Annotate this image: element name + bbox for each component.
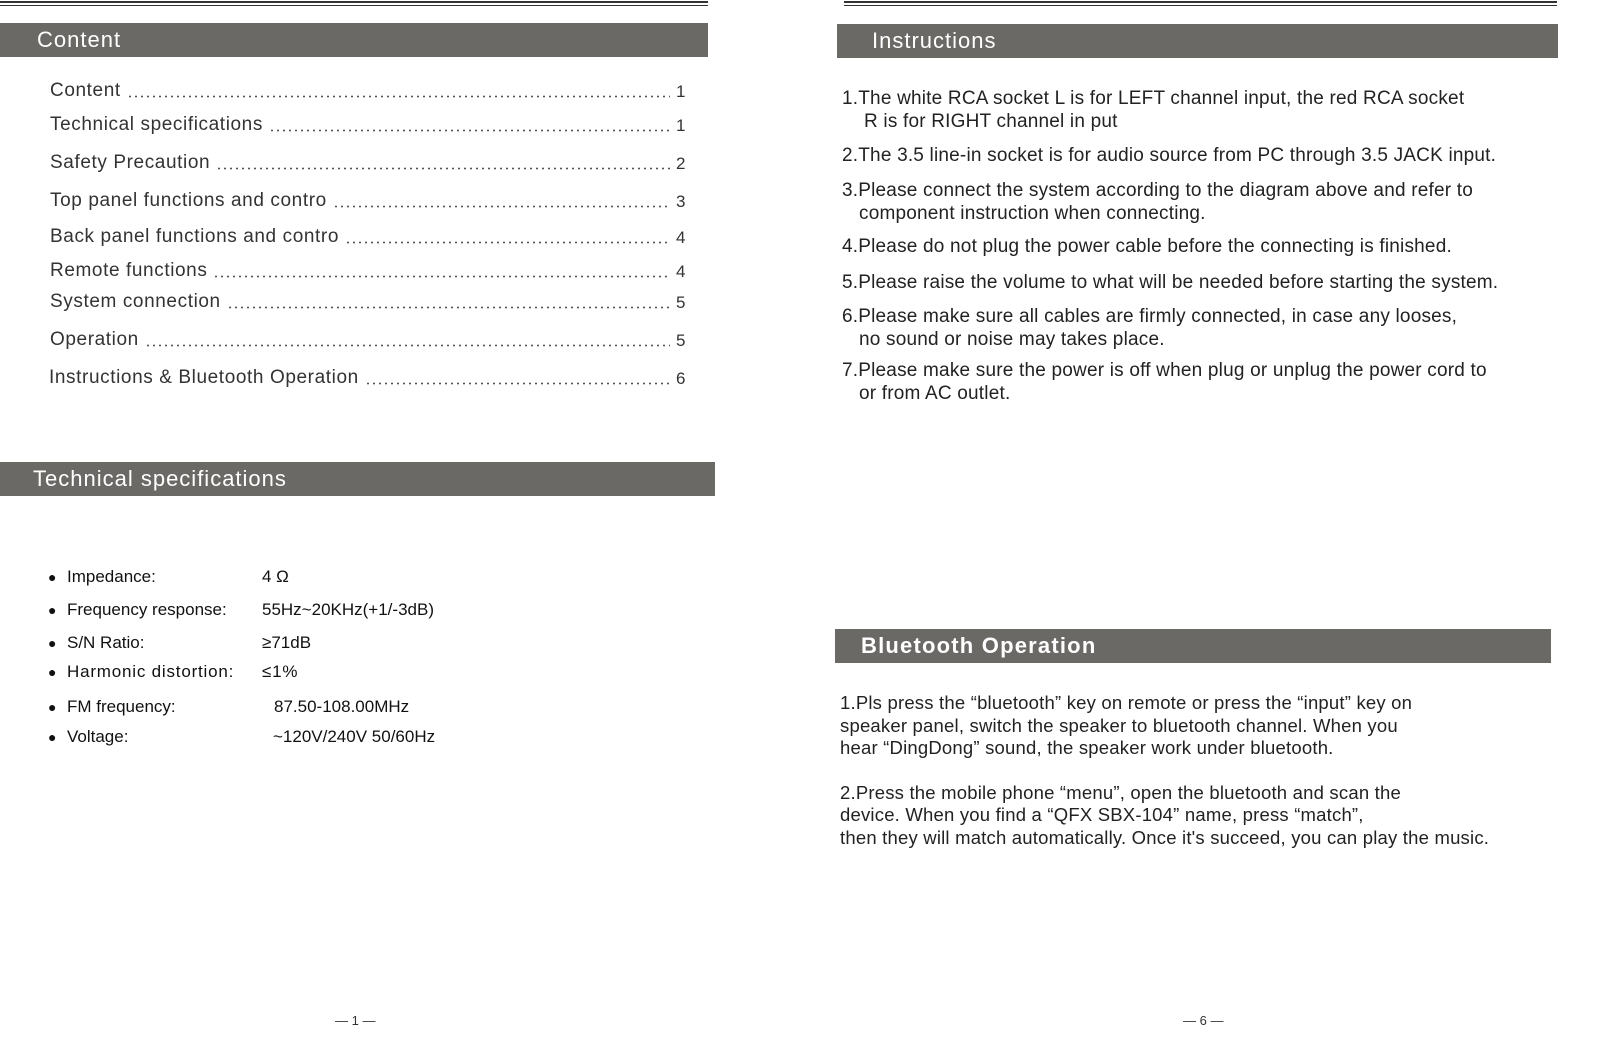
spec-row bbox=[48, 697, 409, 717]
toc-label: System connection bbox=[50, 291, 221, 312]
toc-label: Back panel functions and contro bbox=[50, 226, 339, 247]
toc-row[interactable] bbox=[50, 192, 690, 212]
spec-label: FM frequency: bbox=[67, 697, 176, 716]
bullet-icon: ● bbox=[48, 635, 57, 651]
toc-row[interactable] bbox=[50, 262, 690, 282]
toc-label: Remote functions bbox=[50, 260, 208, 281]
toc-row[interactable] bbox=[50, 228, 690, 248]
spec-label: S/N Ratio: bbox=[67, 633, 145, 652]
bluetooth-step bbox=[840, 782, 1580, 850]
left-page bbox=[0, 0, 760, 1061]
spec-row bbox=[48, 633, 311, 653]
spec-row bbox=[48, 567, 289, 587]
specs-heading: Technical specifications bbox=[0, 462, 715, 496]
toc-row[interactable] bbox=[50, 116, 690, 136]
spec-label: Impedance: bbox=[67, 567, 156, 586]
bullet-icon: ● bbox=[48, 699, 57, 715]
right-page bbox=[840, 0, 1621, 1061]
content-heading: Content bbox=[0, 23, 708, 57]
toc-leader-dots bbox=[213, 275, 670, 278]
page-number: — 6 — bbox=[1183, 1013, 1224, 1028]
spec-label: Voltage: bbox=[67, 727, 129, 746]
bluetooth-line: 2.Press the mobile phone “menu”, open the bluetooth and scan the bbox=[840, 781, 1401, 803]
instructions-heading: Instructions bbox=[837, 24, 1558, 58]
toc-page-number: 3 bbox=[676, 192, 686, 211]
toc-row[interactable] bbox=[49, 369, 690, 389]
toc-page-number: 6 bbox=[676, 369, 686, 388]
instruction-line: or from AC outlet. bbox=[859, 383, 1011, 404]
toc-label: Technical specifications bbox=[50, 114, 263, 135]
instruction-item bbox=[842, 305, 1582, 351]
toc-page-number: 1 bbox=[676, 82, 686, 101]
spec-value: 55Hz~20KHz(+1/-3dB) bbox=[262, 600, 434, 619]
bullet-icon: ● bbox=[48, 569, 57, 585]
toc-page-number: 4 bbox=[676, 262, 686, 281]
bluetooth-line: speaker panel, switch the speaker to bluetooth channel. When you bbox=[840, 714, 1398, 736]
spec-value: 87.50-108.00MHz bbox=[274, 697, 410, 716]
instruction-item bbox=[842, 179, 1582, 225]
top-rule-right bbox=[844, 0, 1557, 8]
toc-label: Content bbox=[50, 80, 121, 101]
toc-page-number: 5 bbox=[676, 331, 686, 350]
toc-page-number: 2 bbox=[676, 154, 686, 173]
toc-page-number: 1 bbox=[676, 116, 686, 135]
bluetooth-line: hear “DingDong” sound, the speaker work under bluetooth. bbox=[840, 737, 1334, 758]
toc-leader-dots bbox=[365, 382, 670, 385]
bullet-icon: ● bbox=[48, 664, 58, 680]
instruction-line: 6.Please make sure all cables are firmly connected, in case any looses, bbox=[842, 306, 1458, 327]
instruction-line: 1.The white RCA socket L is for LEFT channel input, the red RCA socket bbox=[842, 88, 1465, 109]
spec-value: ~120V/240V 50/60Hz bbox=[273, 727, 436, 746]
spec-label: Frequency response: bbox=[67, 600, 227, 619]
instruction-line: 7.Please make sure the power is off when plug or unplug the power cord to bbox=[842, 360, 1487, 381]
instruction-line: R is for RIGHT channel in put bbox=[864, 111, 1118, 132]
toc-page-number: 5 bbox=[676, 293, 686, 312]
toc-page-number: 4 bbox=[676, 228, 686, 247]
bluetooth-line: 1.Pls press the “bluetooth” key on remote or press the “input” key on bbox=[840, 692, 1413, 713]
toc-row[interactable] bbox=[50, 82, 690, 102]
instruction-line: no sound or noise may takes place. bbox=[859, 329, 1165, 350]
instruction-item bbox=[842, 359, 1582, 405]
instruction-line: 3.Please connect the system according to the diagram above and refer to bbox=[842, 180, 1474, 201]
bluetooth-step bbox=[840, 692, 1580, 760]
spec-row bbox=[48, 600, 434, 620]
instruction-item bbox=[842, 235, 1582, 258]
spec-value: 4 Ω bbox=[262, 567, 289, 586]
toc-label: Top panel functions and contro bbox=[50, 190, 327, 211]
bullet-icon: ● bbox=[48, 729, 57, 745]
spec-label: Harmonic distortion: bbox=[67, 662, 235, 681]
toc-leader-dots bbox=[345, 241, 670, 244]
toc-label: Operation bbox=[50, 329, 139, 350]
spec-row bbox=[48, 662, 298, 682]
instruction-line: 2.The 3.5 line-in socket is for audio source from PC through 3.5 JACK input. bbox=[842, 145, 1497, 166]
toc-row[interactable] bbox=[50, 331, 690, 351]
bullet-icon: ● bbox=[48, 602, 57, 618]
bluetooth-line: device. When you find a “QFX SBX-104” name, press “match”, bbox=[840, 804, 1364, 825]
instruction-line: component instruction when connecting. bbox=[859, 203, 1206, 224]
toc-leader-dots bbox=[269, 129, 670, 132]
instruction-line: 4.Please do not plug the power cable before the connecting is finished. bbox=[842, 236, 1452, 257]
toc-label: Safety Precaution bbox=[50, 152, 211, 173]
toc-leader-dots bbox=[216, 167, 670, 170]
spec-value: ≤1% bbox=[262, 662, 299, 681]
instruction-item bbox=[842, 271, 1582, 294]
toc-leader-dots bbox=[227, 306, 670, 309]
toc-leader-dots bbox=[145, 344, 670, 347]
toc-row[interactable] bbox=[50, 154, 690, 174]
instruction-line: 5.Please raise the volume to what will be needed before starting the system. bbox=[842, 272, 1499, 293]
toc-label: Instructions & Bluetooth Operation bbox=[49, 367, 359, 388]
instruction-item bbox=[842, 87, 1582, 133]
spec-value: ≥71dB bbox=[262, 633, 312, 652]
page-number: — 1 — bbox=[335, 1013, 376, 1028]
spec-row bbox=[48, 727, 435, 747]
bluetooth-heading: Bluetooth Operation bbox=[835, 629, 1551, 663]
top-rule-left bbox=[0, 0, 708, 8]
toc-leader-dots bbox=[127, 95, 670, 98]
bluetooth-instructions bbox=[840, 692, 1580, 871]
toc-leader-dots bbox=[333, 205, 670, 208]
toc-row[interactable] bbox=[50, 293, 690, 313]
instruction-item bbox=[842, 144, 1582, 167]
bluetooth-line: then they will match automatically. Once it's succeed, you can play the music. bbox=[840, 826, 1490, 848]
